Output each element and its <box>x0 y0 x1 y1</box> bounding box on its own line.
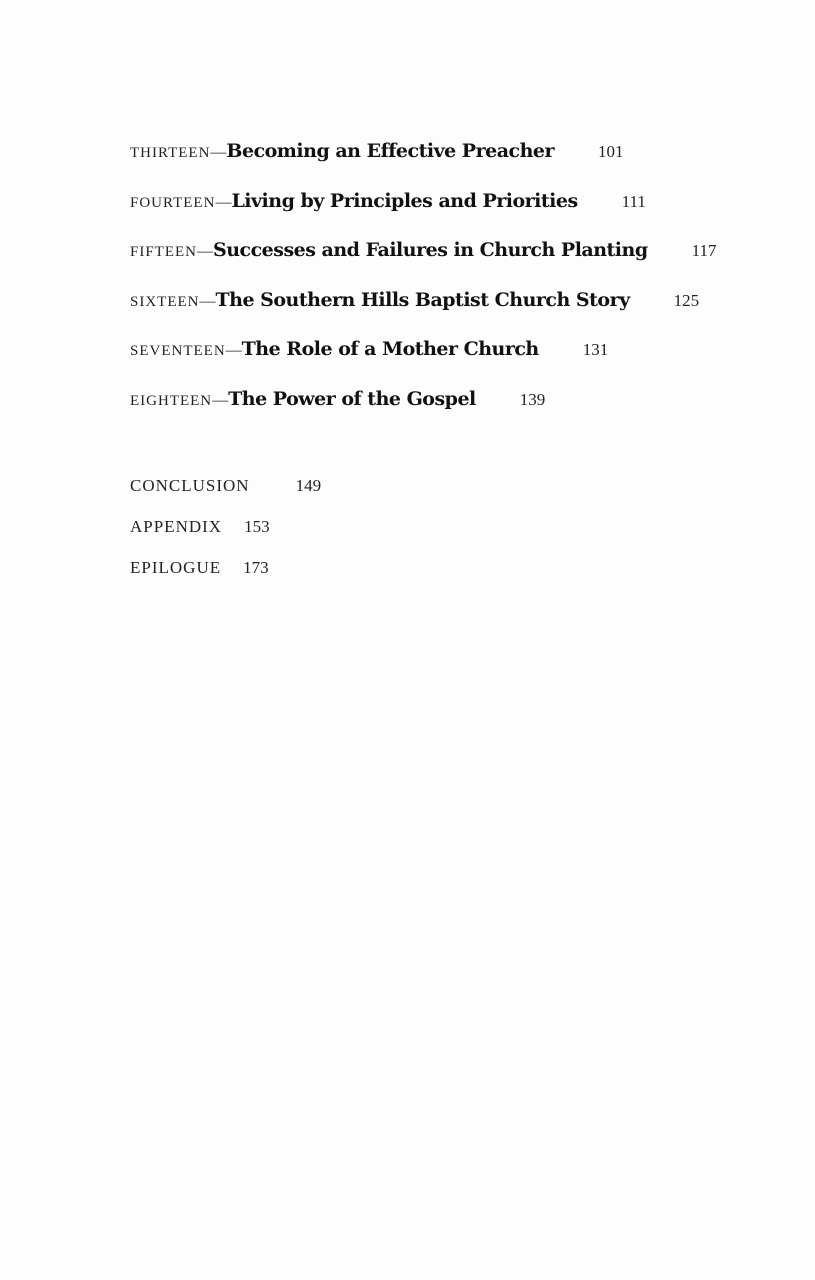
chapter-number: SIXTEEN <box>130 293 200 310</box>
toc-entry-chapter-16 <box>130 289 790 339</box>
chapter-dash: — <box>225 342 242 360</box>
back-matter-label: CONCLUSION <box>130 476 250 495</box>
toc-entry-chapter-18 <box>130 388 790 438</box>
back-matter-label: EPILOGUE <box>130 558 222 577</box>
back-matter-label: APPENDIX <box>130 517 223 536</box>
back-matter-list <box>130 476 530 599</box>
chapter-dash: — <box>199 292 216 310</box>
toc-entry-chapter-15 <box>130 239 790 289</box>
toc-entry-chapter-14 <box>130 190 790 240</box>
chapter-number: FOURTEEN <box>130 194 216 211</box>
chapter-page-number: 131 <box>582 340 609 360</box>
chapter-title: Living by Principles and Priorities <box>231 189 578 212</box>
chapter-dash: — <box>197 243 213 261</box>
toc-entry-chapter-13 <box>130 140 790 190</box>
back-matter-page-number: 149 <box>295 476 322 495</box>
back-matter-page-number: 173 <box>243 558 269 577</box>
toc-entry-conclusion <box>130 476 530 517</box>
chapter-title: The Southern Hills Baptist Church Story <box>215 288 630 311</box>
chapter-dash: — <box>212 391 229 409</box>
chapter-page-number: 101 <box>598 142 624 161</box>
chapter-number: FIFTEEN <box>130 244 197 261</box>
chapter-dash: — <box>215 193 232 211</box>
chapter-number: EIGHTEEN <box>130 392 213 409</box>
chapter-page-number: 117 <box>691 241 717 261</box>
toc-entry-appendix <box>130 517 530 558</box>
chapter-number: SEVENTEEN <box>130 343 226 360</box>
chapter-list <box>130 140 790 438</box>
chapter-number: THIRTEEN <box>130 145 211 161</box>
toc-entry-epilogue <box>130 558 530 599</box>
chapter-title: Becoming an Effective Preacher <box>226 140 554 162</box>
chapter-page-number: 139 <box>519 389 546 409</box>
chapter-title: Successes and Failures in Church Planting <box>213 239 648 262</box>
back-matter-page-number: 153 <box>244 517 270 536</box>
chapter-title: The Role of a Mother Church <box>241 338 539 361</box>
chapter-page-number: 111 <box>621 191 646 211</box>
toc-entry-chapter-17 <box>130 338 790 388</box>
chapter-page-number: 125 <box>673 290 700 310</box>
chapter-title: The Power of the Gospel <box>228 387 476 410</box>
chapter-dash: — <box>210 144 227 161</box>
